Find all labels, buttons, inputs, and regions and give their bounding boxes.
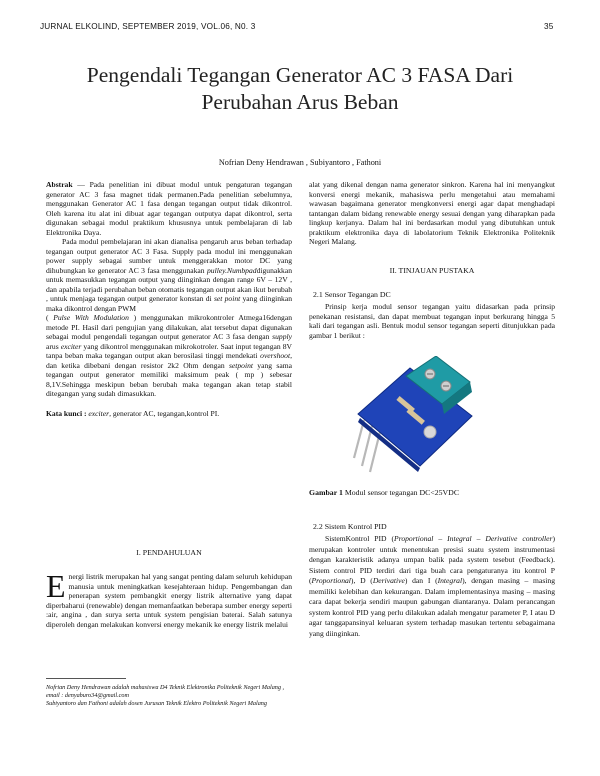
abstract-p2: Pada modul pembelajaran ini akan dianalisa pengaruh arus beban terhadap tegangan output generator AC 3 Fasa. Supply pada modul ini menggunakan power supply sebagai sumber untuk menggerakkan motor DC yang dihubungkan ke generator AC 3 fasa menggunakan pulley.Numbpaddigunakkan untuk memasukkan tegangan output yang diinginkan dengan range 6V – 12V , dan apabila terjadi perubahan beban otomatis tegangan output akan ikut berubah , untuk menjaga tegangan output generator konstan di set point yang diinginkan maka dikontrol dengan PWM xyxy=(46,237,292,313)
subsection-2-1-heading: 2.1 Sensor Tegangan DC xyxy=(313,290,391,299)
paper-title xyxy=(40,62,560,116)
voltage-sensor-figure xyxy=(346,356,496,480)
section-1-body: Energi listrik merupakan hal yang sangat penting dalam seluruh kehidupan manusia untuk meningkatkan kesejahteraan hidup. Pengembangan dan penerapan system pembangkit energy listrik alternative yang dapat diperbaharui (renewable) dengan memanfaatkan beberapa sumber energy seperti :air, angina , dan surya serta untuk system pengisian baterai. Salah satunya diperoleh dengan melakukan konversi energy mekanik ke energy listrik melalui xyxy=(46,568,292,629)
subsection-2-2-heading: 2.2 Sistem Kontrol PID xyxy=(313,522,387,531)
footnote-rule xyxy=(46,678,126,679)
section-2-heading: II. TINJAUAN PUSTAKA xyxy=(389,266,475,275)
drop-cap: E xyxy=(46,568,66,604)
mount-hole xyxy=(424,426,436,438)
title-line-1: Pengendali Tegangan Generator AC 3 FASA Dari xyxy=(86,63,514,87)
right-intro: alat yang dikenal dengan nama generator sinkron. Karena hal ini menyangkut konversi energi mekanik, mahasiswa perlu mengetahui atau memahami wawasan bagaimana generator mengkonversi energi agar dapat menghadapi tantangan dalam bidang renewable energy sesuai dengan yang diharapkan pada lingkup kerjanya. Dalam hal ini berdasarkan modul yang dibutuhkan untuk praktikum elektronika daya di labolatorium Teknik Elektronika Politeknik Negeri Malang. xyxy=(309,180,555,246)
author-list: Nofrian Deny Hendrawan , Subiyantoro , Fathoni xyxy=(218,158,382,167)
abstract-label: Abstrak xyxy=(46,180,73,189)
footnote: Nofrian Deny Hendrawan adalah mahasiswa D4 Teknik Elektronika Politeknik Negeri Malang , email : denyaburo34@gmail.com Subiyantoro dan Fathoni adalah dosen Jurusan Teknik Elektro Politeknik Negeri Malang xyxy=(46,684,285,707)
left-column xyxy=(46,180,292,418)
title-line-2: Perubahan Arus Beban xyxy=(201,90,399,114)
page-number: 35 xyxy=(544,22,554,31)
journal-header: JURNAL ELKOLIND, SEPTEMBER 2019, VOL.06, N0. 3 xyxy=(40,22,256,31)
subsection-2-2-body: SistemKontrol PID (Proportional – Integral – Derivative controller) merupakan kontroler untuk menentukan presisi suatu system instrumentasi dengan karakteristik adanya umpan balik pada system tesebut (Feedback). Sistem control PID terdiri dari tiga buah cara pengaturanya itu kontrol P (Proportional), D (Derivative) dan I (Integral), dengan masing – masing memiliki kelebihan dan kekurangan. Dalam implementasinya masing – masing cara dapat bekerja sendiri maupun gabungan diantaranya. Dalam perancangan system kontrol PID yang perlu dilakukan adalah mengatur parameter P, I atau D agar tanggapansinyal keluaran system terhadap masukan tertentu sebagaimana yang diinginkan. xyxy=(309,534,555,638)
keywords: Kata kunci : exciter, generator AC, tegangan,kontrol PI. xyxy=(46,408,220,418)
abstract-p3: ( Pulse With Modulation ) menggunakan mikrokontroler Atmega16dengan metode PI. Hasil dari pengujian yang dilakukan, alat tersebut dapat digunakan sebagai modul pengendali tegangan output generator AC 3 fasa dengan supply arus exciter yang dikontrol menggunakan mikrokotroler. Saat input tegangan 8V tanpa beban maka tegangan output akan berosilasi tinggi mendekati overshoot, dan ketika dibebani dengan resistor 2k2 Ohm dengan setpoint yang sama tegangan output generator memiliki maksimum peak ( mp ) sebesar 8,1V.Sehingga meskipun beban berubah maka tegangan akan tetap stabil ditegangan yang sudah dimasukkan. xyxy=(46,313,292,398)
subsection-2-1-body: Prinsip kerja modul sensor tegangan yaitu didasarkan pada prinsip penekanan resistansi, dan dapat membuat tegangan input berkurang hingga 5 kali dari tegangan asli. Bentuk modul sensor tegangan seperti ditunjukkan pada gambar 1 berikut : xyxy=(309,302,555,340)
figure-caption: Gambar 1 Modul sensor tegangan DC<25VDC xyxy=(309,488,460,497)
section-1-heading: I. PENDAHULUAN xyxy=(136,548,202,557)
abstract-p1: Abstrak — Pada penelitian ini dibuat modul untuk pengaturan tegangan generator AC 3 fasa magnet tidak permanen.Pada penelitian sebelumnya, menggunakan Generator AC 1 fasa dengan tegangan output tidak dikontrol. Oleh karena itu alat ini dibuat agar tegangan outputya dapat dikontrol, serta digunakan sebagai modul praktikum khususnya untuk pembelajaran di lab Elektronika Daya. xyxy=(46,180,292,237)
